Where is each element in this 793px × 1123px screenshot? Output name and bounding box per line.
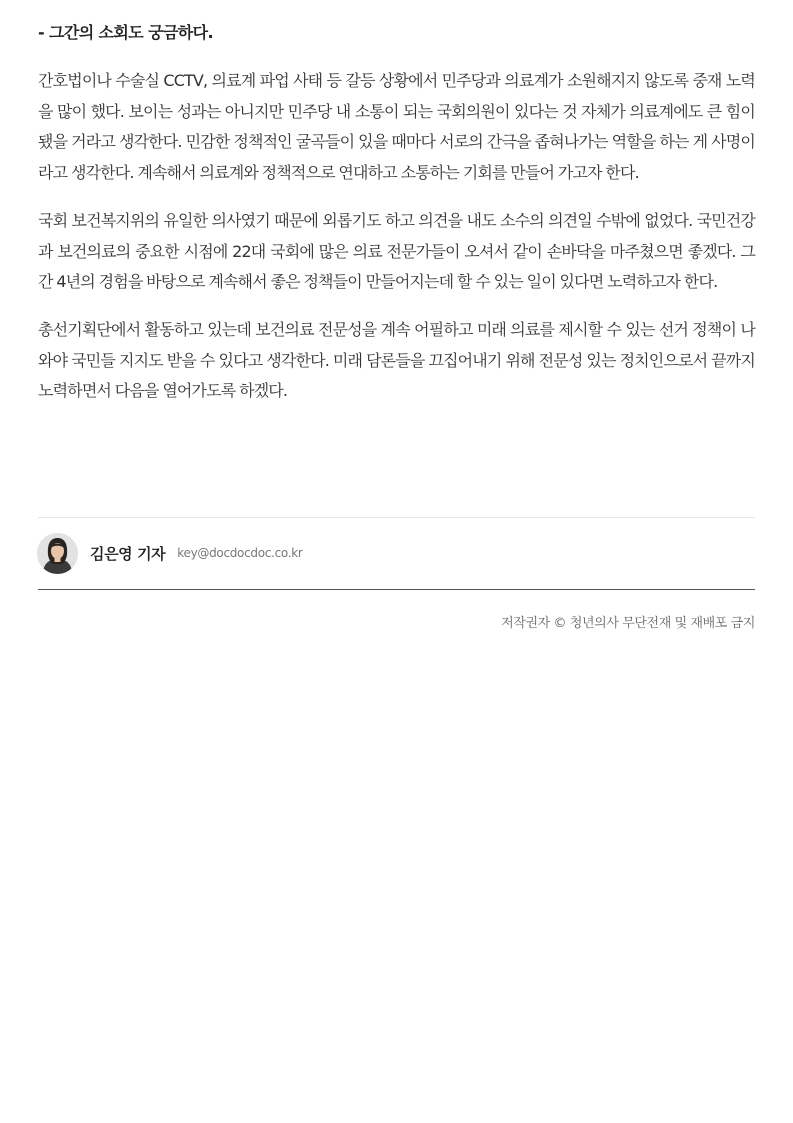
article-body <box>38 18 755 424</box>
reporter-email[interactable]: key@docdocdoc.co.kr <box>177 546 303 560</box>
reporter-avatar[interactable] <box>37 533 78 574</box>
answer-paragraph-2: 국회 보건복지위의 유일한 의사였기 때문에 외롭기도 하고 의견을 내도 소수의 의견일 수밖에 없었다. 국민건강과 보건의료의 중요한 시점에 22대 국회에 많은 의료 전문가들이 오셔서 같이 손바닥을 마주쳤으면 좋겠다. 그간 4년의 경험을 바탕으로 계속해서 좋은 정책들이 만들어지는데 할 수 있는 일이 있다면 노력하고자 한다. <box>38 210 755 292</box>
reporter-byline <box>37 532 303 574</box>
answer-paragraph-3: 총선기획단에서 활동하고 있는데 보건의료 전문성을 계속 어필하고 미래 의료를 제시할 수 있는 선거 정책이 나와야 국민들 지지도 받을 수 있다고 생각한다. 미래 담론들을 끄집어내기 위해 전문성 있는 정치인으로서 끝까지 노력하면서 다음을 열어가도록 하겠다. <box>38 319 755 401</box>
reporter-photo-icon <box>37 533 78 574</box>
interview-question: - 그간의 소회도 궁금하다. <box>38 23 213 42</box>
answer-paragraph-1: 간호법이나 수술실 CCTV, 의료계 파업 사태 등 갈등 상황에서 민주당과 의료계가 소원해지지 않도록 중재 노력을 많이 했다. 보이는 성과는 아니지만 민주당 내 소통이 되는 국회의원이 있다는 것 자체가 의료계에도 큰 힘이 됐을 거라고 생각한다. 민감한 정책적인 굴곡들이 있을 때마다 서로의 간극을 좁혀나가는 역할을 하는 게 사명이라고 생각한다. 계속해서 의료계와 정책적으로 연대하고 소통하는 기회를 만들어 가고자 한다. <box>38 71 755 183</box>
byline-bottom-divider <box>38 589 755 590</box>
byline-top-divider <box>38 517 755 518</box>
reporter-name[interactable]: 김은영 기자 <box>90 544 166 563</box>
copyright-notice: 저작권자 © 청년의사 무단전재 및 재배포 금지 <box>501 616 755 631</box>
